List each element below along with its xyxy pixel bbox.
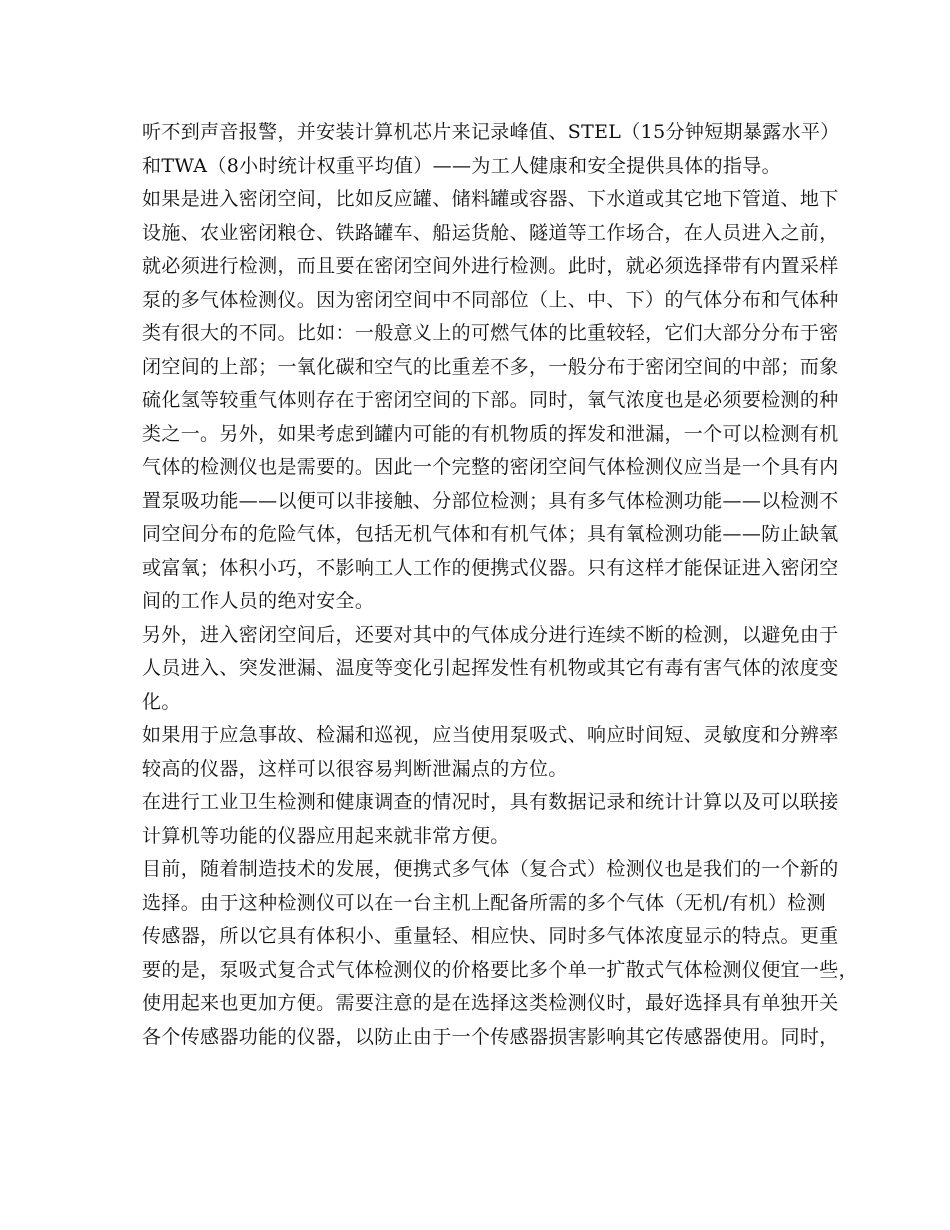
text-line: 泵的多气体检测仪。因为密闭空间中不同部位（上、中、下）的气体分布和气体种 <box>142 288 839 311</box>
text-line: 间的工作人员的绝对安全。 <box>142 590 375 612</box>
text-line: 传感器，所以它具有体积小、重量轻、相应快、同时多气体浓度显示的特点。更重 <box>142 925 839 947</box>
text-line: 就必须进行检测，而且要在密闭空间外进行检测。此时，就必须选择带有内置采样 <box>142 255 839 277</box>
text-line: 要的是，泵吸式复合式气体检测仪的价格要比多个单一扩散式气体检测仪便宜一些， <box>142 958 858 981</box>
text-line: 同空间分布的危险气体，包括无机气体和有机气体；具有氧检测功能——防止缺氧 <box>142 523 839 545</box>
text-line: 各个传感器功能的仪器，以防止由于一个传感器损害影响其它传感器使用。同时， <box>142 1025 839 1048</box>
text-line: 或富氧；体积小巧，不影响工人工作的便携式仪器。只有这样才能保证进入密闭空 <box>142 556 839 579</box>
text-line: 另外，进入密闭空间后，还要对其中的气体成分进行连续不断的检测，以避免由于 <box>142 623 839 646</box>
text-line: 如果是进入密闭空间，比如反应罐、储料罐或容器、下水道或其它地下管道、地下 <box>142 188 839 210</box>
text-line: 目前，随着制造技术的发展，便携式多气体（复合式）检测仪也是我们的一个新的 <box>142 858 839 880</box>
text-line: 硫化氢等较重气体则存在于密闭空间的下部。同时，氧气浓度也是必须要检测的种 <box>142 389 839 411</box>
document-body <box>142 116 858 1054</box>
text-line: 较高的仪器，这样可以很容易判断泄漏点的方位。 <box>142 757 568 780</box>
text-line: 置泵吸功能——以便可以非接触、分部位检测；具有多气体检测功能——以检测不 <box>142 489 839 512</box>
text-line: 化。 <box>142 690 181 713</box>
text-line: 类之一。另外，如果考虑到罐内可能的有机物质的挥发和泄漏，一个可以检测有机 <box>142 422 839 445</box>
text-line: 如果用于应急事故、检漏和巡视，应当使用泵吸式、响应时间短、灵敏度和分辨率 <box>142 724 839 746</box>
text-line: 使用起来也更加方便。需要注意的是在选择这类检测仪时，最好选择具有单独开关 <box>142 992 839 1014</box>
text-line: 气体的检测仪也是需要的。因此一个完整的密闭空间气体检测仪应当是一个具有内 <box>142 456 839 478</box>
text-line: 听不到声音报警，并安装计算机芯片来记录峰值、STEL（15分钟短期暴露水平） <box>142 121 840 143</box>
text-line: 人员进入、突发泄漏、温度等变化引起挥发性有机物或其它有毒有害气体的浓度变 <box>142 657 839 679</box>
text-line: 在进行工业卫生检测和健康调查的情况时，具有数据记录和统计计算以及可以联接 <box>142 791 839 813</box>
text-line: 类有很大的不同。比如：一般意义上的可燃气体的比重较轻，它们大部分分布于密 <box>142 322 839 344</box>
text-line: 闭空间的上部；一氧化碳和空气的比重差不多，一般分布于密闭空间的中部；而象 <box>142 355 839 378</box>
text-line: 选择。由于这种检测仪可以在一台主机上配备所需的多个气体（无机/有机）检测 <box>142 891 827 914</box>
text-line: 计算机等功能的仪器应用起来就非常方便。 <box>142 824 510 847</box>
text-line: 和TWA（8小时统计权重平均值）——为工人健康和安全提供具体的指导。 <box>142 154 781 177</box>
text-line: 设施、农业密闭粮仓、铁路罐车、船运货舱、隧道等工作场合，在人员进入之前， <box>142 221 839 244</box>
